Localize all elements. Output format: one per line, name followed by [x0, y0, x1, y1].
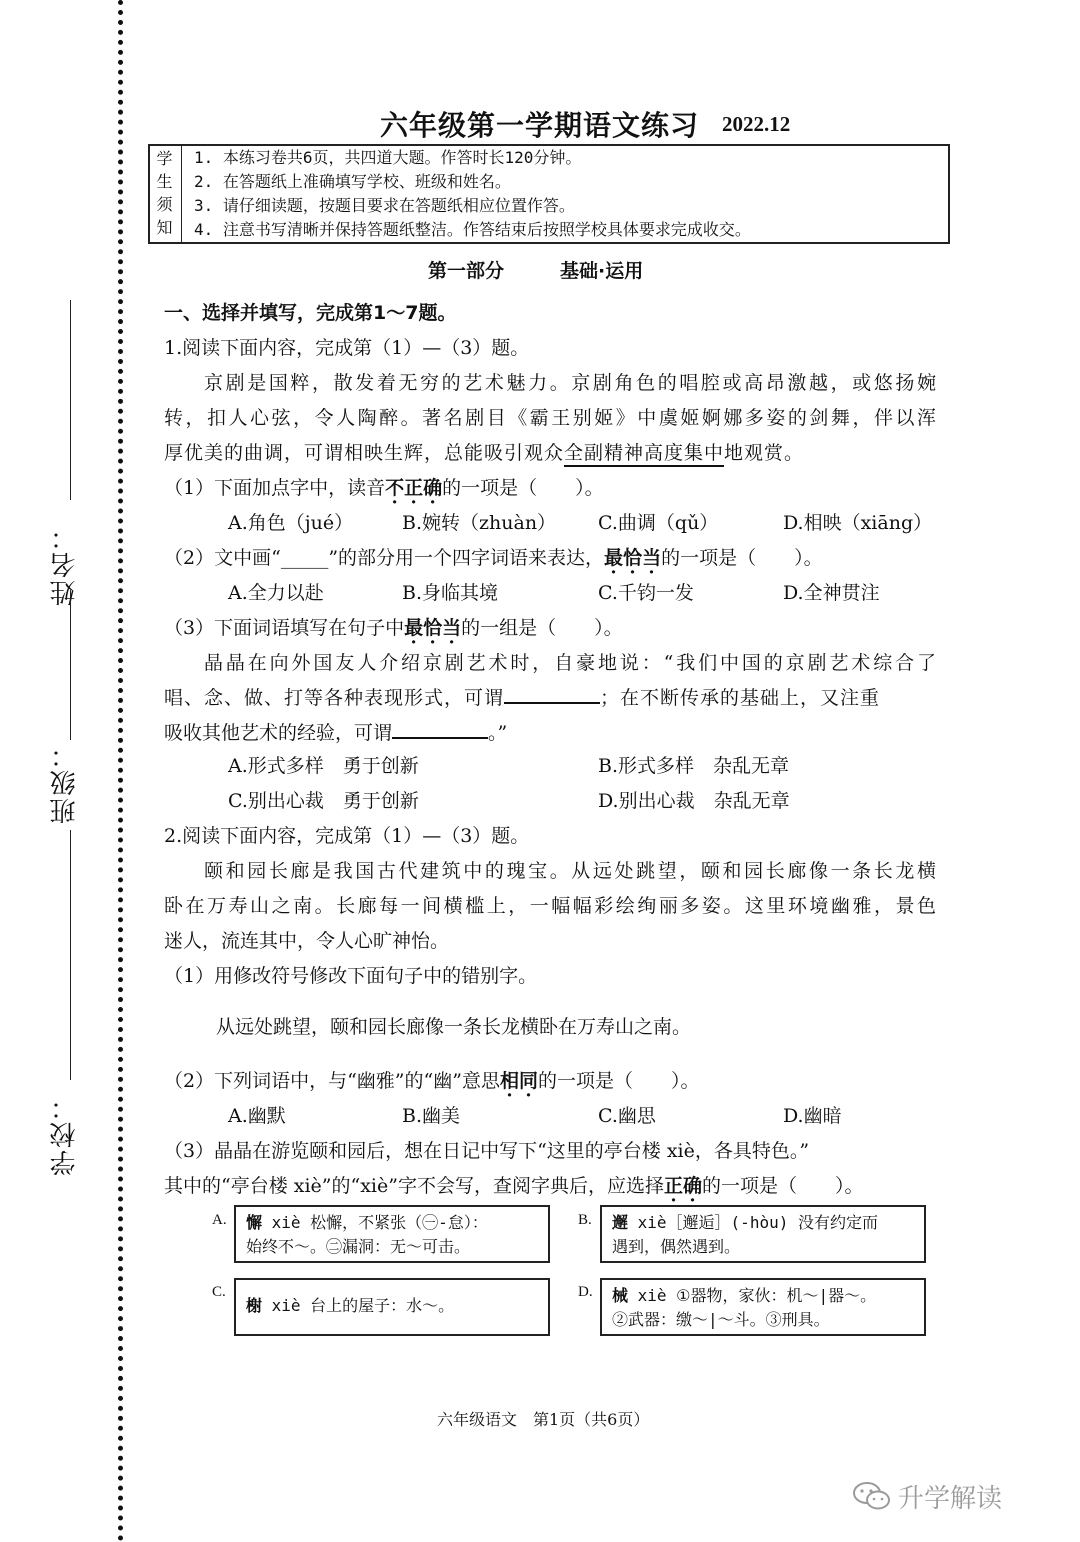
part-title: 第一部分 [428, 260, 505, 282]
wechat-icon [852, 1480, 892, 1516]
option-c[interactable]: C.千钧一发 [598, 582, 694, 604]
notice-item: 3. 请仔细读题，按题目要求在答题纸相应位置作答。 [194, 196, 575, 215]
option-d[interactable]: D.相映（xiāng） [783, 512, 933, 534]
q2-para-line: 迷人，流连其中，令人心旷神怡。 [164, 930, 450, 952]
option-c[interactable]: C.别出心裁 勇于创新 [228, 790, 419, 812]
option-b[interactable]: B.幽美 [402, 1105, 461, 1127]
option-a[interactable]: A.形式多样 勇于创新 [228, 755, 419, 777]
notice-item: 1. 本练习卷共6页，共四道大题。作答时长120分钟。 [194, 148, 582, 167]
q1-para-line: 厚优美的曲调，可谓相映生辉，总能吸引观众全副精神高度集中地观赏。 [164, 438, 804, 465]
option-d[interactable]: D.幽暗 [783, 1105, 842, 1127]
q1-sub3-para: 晶晶在向外国友人介绍京剧艺术时，自豪地说：“我们中国的京剧艺术综合了 [204, 652, 936, 674]
q1-para-line: 京剧是国粹，散发着无穷的艺术魅力。京剧角色的唱腔或高昂激越，或悠扬婉 [204, 372, 936, 394]
school-fill-line [70, 830, 71, 1080]
q1-intro: 1.阅读下面内容，完成第（1）—（3）题。 [164, 337, 530, 359]
name-fill-line [70, 300, 71, 500]
option-c[interactable]: C.幽思 [598, 1105, 656, 1127]
answer-blank[interactable] [392, 719, 488, 739]
answer-blank[interactable] [504, 684, 600, 704]
dict-option-a[interactable]: 懈 xiè 松懈，不紧张（㊀-怠）： 始终不～。㊁漏洞：无～可击。 [234, 1205, 550, 1263]
option-d[interactable]: D.别出心裁 杂乱无章 [598, 790, 790, 812]
dict-option-c[interactable]: 榭 xiè 台上的屋子：水～。 [234, 1278, 550, 1336]
option-b[interactable]: B.婉转（zhuàn） [402, 512, 557, 534]
q2-para-line: 卧在万寿山之南。长廊每一间横槛上，一幅幅彩绘绚丽多姿。这里环境幽雅，景色 [164, 895, 936, 917]
school-label: 学校： [50, 1092, 80, 1176]
q2-sub1-stem: （1）用修改符号修改下面句子中的错别字。 [164, 965, 538, 987]
notice-item: 4. 注意书写清晰并保持答题纸整洁。作答结束后按照学校具体要求完成收交。 [194, 220, 751, 239]
section-title: 一、选择并填写，完成第1～7题。 [164, 302, 457, 324]
q2-intro: 2.阅读下面内容，完成第（1）—（3）题。 [164, 825, 530, 847]
q1-sub1-stem: （1）下面加点字中，读音不正确的一项是（ ）。 [164, 477, 604, 499]
dict-option-letter: A. [212, 1212, 227, 1228]
underlined-phrase: 全副精神高度集中 [564, 442, 724, 467]
q2-para-line: 颐和园长廊是我国古代建筑中的瑰宝。从远处跳望，颐和园长廊像一条长龙横 [204, 860, 936, 882]
option-b[interactable]: B.形式多样 杂乱无章 [598, 755, 790, 777]
class-label: 班级： [50, 740, 80, 824]
watermark-text: 升学解读 [898, 1484, 1003, 1514]
option-a[interactable]: A.角色（jué） [228, 512, 354, 534]
q1-para-line: 转，扣人心弦，令人陶醉。著名剧目《霸王别姬》中虞姬婀娜多姿的剑舞，伴以浑 [164, 407, 936, 429]
dict-option-d[interactable]: 械 xiè ①器物，家伙：机～|器～。 ②武器：缴～|～斗。③刑具。 [600, 1278, 926, 1336]
part-subtitle: 基础·运用 [560, 260, 644, 282]
option-b[interactable]: B.身临其境 [402, 582, 499, 604]
dict-option-letter: B. [578, 1212, 592, 1228]
notice-items [194, 146, 751, 242]
page-footer: 六年级语文 第1页（共6页） [437, 1410, 650, 1429]
option-d[interactable]: D.全神贯注 [783, 582, 880, 604]
q2-sub1-sentence[interactable]: 从远处跳望，颐和园长廊像一条长龙横卧在万寿山之南。 [216, 1016, 692, 1038]
dict-option-b[interactable]: 邂 xiè［邂逅］(-hòu) 没有约定而 遇到，偶然遇到。 [600, 1205, 926, 1263]
q2-sub3-stem: （3）晶晶在游览颐和园后，想在日记中写下“这里的亭台楼 xiè，各具特色。” [164, 1140, 810, 1162]
option-a[interactable]: A.幽默 [228, 1105, 286, 1127]
name-label: 姓名： [50, 522, 80, 606]
notice-item: 2. 在答题纸上准确填写学校、班级和姓名。 [194, 172, 511, 191]
exam-date: 2022.12 [722, 112, 791, 136]
class-fill-line [70, 590, 71, 740]
q1-sub2-stem: （2）文中画“_____”的部分用一个四字词语来表达，最恰当的一项是（ ）。 [164, 547, 823, 569]
q1-sub3-stem: （3）下面词语填写在句子中最恰当的一组是（ ）。 [164, 617, 623, 639]
option-a[interactable]: A.全力以赴 [228, 582, 324, 604]
dict-option-letter: C. [212, 1284, 226, 1300]
q1-sub3-para: 唱、念、做、打等各种表现形式，可谓 ；在不断传承的基础上，又注重 [164, 683, 880, 710]
notice-label: 学 生 须 知 [148, 144, 182, 244]
dict-option-letter: D. [578, 1284, 593, 1300]
q2-sub3-stem: 其中的“亭台楼 xiè”的“xiè”字不会写，查阅字典后，应选择正确的一项是（ ）。 [164, 1175, 864, 1197]
option-c[interactable]: C.曲调（qǔ） [598, 512, 719, 534]
q1-sub3-para: 吸收其他艺术的经验，可谓 。” [164, 718, 507, 745]
page-title: 六年级第一学期语文练习 [380, 109, 700, 142]
q2-sub2-stem: （2）下列词语中，与“幽雅”的“幽”意思相同的一项是（ ）。 [164, 1070, 700, 1092]
binding-dotted-line [118, 0, 123, 1542]
